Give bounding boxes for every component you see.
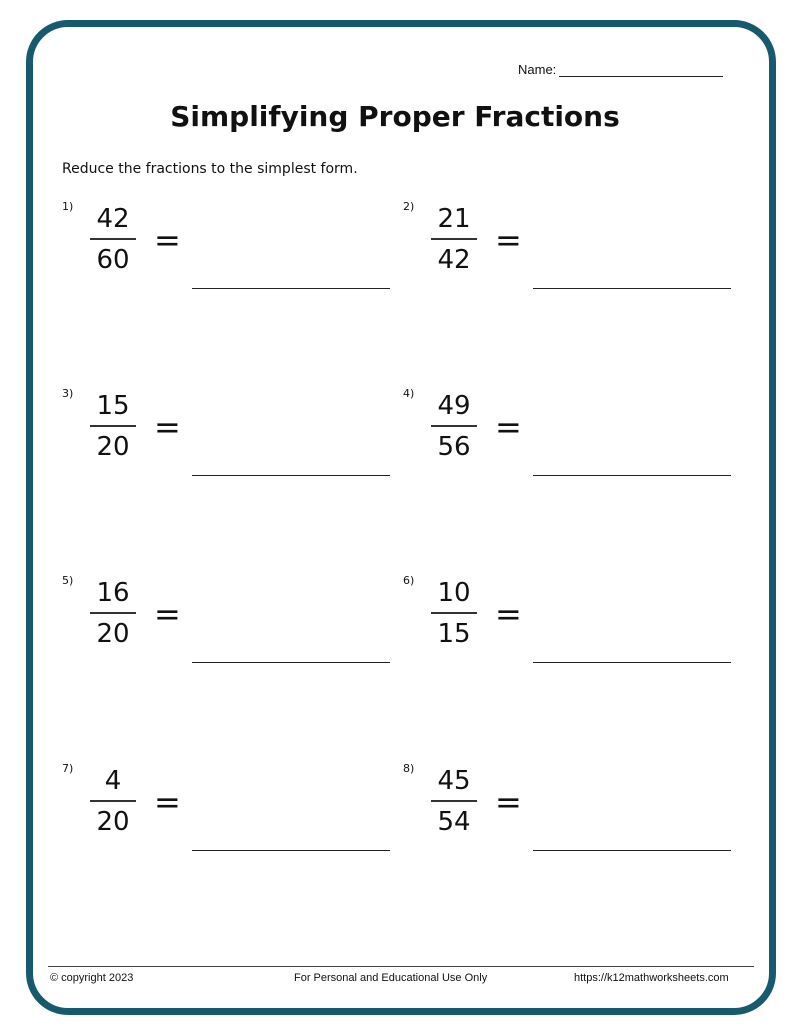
problem-8 (403, 762, 743, 872)
fraction-bar (90, 800, 136, 802)
fraction-bar (431, 800, 477, 802)
equals-sign: = (495, 595, 522, 633)
equals-sign: = (154, 221, 181, 259)
numerator: 49 (437, 391, 471, 421)
fraction (90, 202, 136, 277)
problem-6 (403, 574, 743, 684)
numerator: 10 (437, 578, 471, 608)
numerator: 15 (96, 391, 130, 421)
problem-2 (403, 200, 743, 310)
denominator: 60 (96, 245, 130, 275)
equals-sign: = (495, 221, 522, 259)
problem-5 (62, 574, 402, 684)
denominator: 42 (437, 245, 471, 275)
problem-number: 1) (62, 200, 74, 213)
name-field (518, 62, 723, 77)
name-label: Name: (518, 62, 557, 77)
fraction-bar (431, 425, 477, 427)
answer-line (533, 662, 731, 663)
name-blank-line (559, 64, 723, 77)
problem-4 (403, 387, 743, 497)
numerator: 16 (96, 578, 130, 608)
fraction-bar (90, 238, 136, 240)
numerator: 45 (437, 766, 471, 796)
answer-line (192, 850, 390, 851)
problem-number: 5) (62, 574, 74, 587)
fraction (431, 764, 477, 839)
footer-website: https://k12mathworksheets.com (574, 972, 729, 984)
equals-sign: = (154, 408, 181, 446)
fraction (90, 764, 136, 839)
answer-line (192, 288, 390, 289)
fraction (90, 576, 136, 651)
problem-number: 3) (62, 387, 74, 400)
problem-number: 2) (403, 200, 415, 213)
problem-number: 4) (403, 387, 415, 400)
fraction-bar (431, 238, 477, 240)
fraction (431, 202, 477, 277)
fraction (431, 389, 477, 464)
numerator: 4 (104, 766, 122, 796)
denominator: 20 (96, 619, 130, 649)
fraction-bar (90, 612, 136, 614)
problem-1 (62, 200, 402, 310)
fraction (90, 389, 136, 464)
problem-number: 7) (62, 762, 74, 775)
equals-sign: = (495, 783, 522, 821)
instructions-text: Reduce the fractions to the simplest form. (62, 161, 358, 177)
footer-divider (48, 966, 754, 967)
numerator: 21 (437, 204, 471, 234)
answer-line (533, 475, 731, 476)
denominator: 20 (96, 432, 130, 462)
equals-sign: = (154, 595, 181, 633)
footer-usage: For Personal and Educational Use Only (294, 972, 488, 984)
fraction (431, 576, 477, 651)
problem-7 (62, 762, 402, 872)
problem-3 (62, 387, 402, 497)
answer-line (533, 288, 731, 289)
denominator: 54 (437, 807, 471, 837)
answer-line (192, 662, 390, 663)
equals-sign: = (495, 408, 522, 446)
answer-line (533, 850, 731, 851)
fraction-bar (90, 425, 136, 427)
answer-line (192, 475, 390, 476)
denominator: 15 (437, 619, 471, 649)
page-title: Simplifying Proper Fractions (170, 100, 620, 133)
problem-number: 6) (403, 574, 415, 587)
problem-number: 8) (403, 762, 415, 775)
footer-copyright: © copyright 2023 (50, 972, 134, 984)
equals-sign: = (154, 783, 181, 821)
denominator: 20 (96, 807, 130, 837)
fraction-bar (431, 612, 477, 614)
numerator: 42 (96, 204, 130, 234)
denominator: 56 (437, 432, 471, 462)
